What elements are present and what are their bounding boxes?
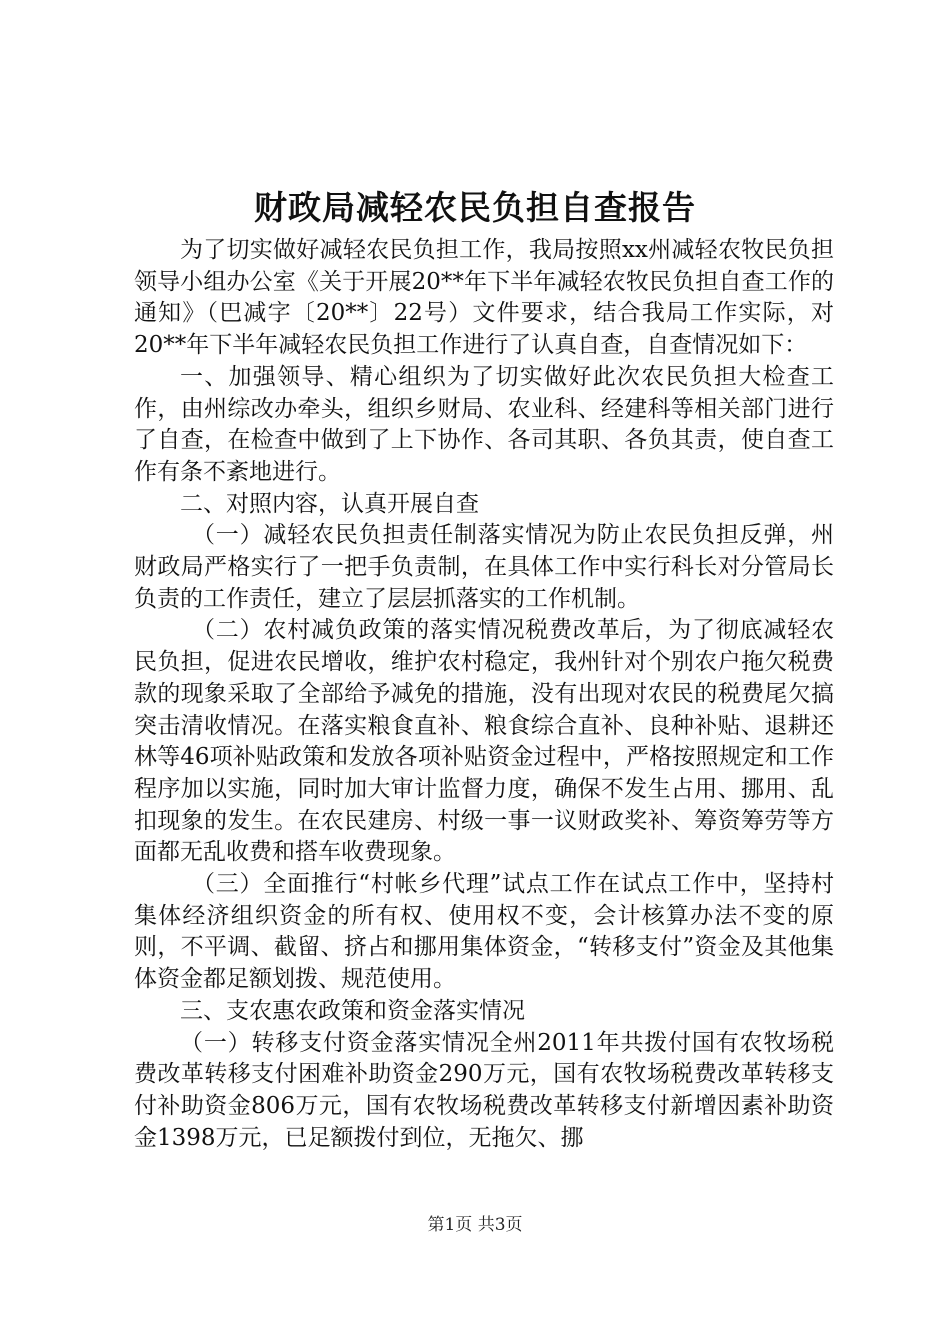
document-body — [134, 235, 834, 1154]
intro-paragraph: 为了切实做好减轻农民负担工作，我局按照xx州减轻农牧民负担领导小组办公室《关于开展20**年下半年减轻农牧民负担自查工作的通知》（巴减字〔20**〕22号）文件要求，结合我局工作实际，对20**年下半年减轻农民负担工作进行了认真自查，自查情况如下： — [134, 237, 834, 359]
section-2-item-2-paragraph: （二）农村减负政策的落实情况税费改革后，为了彻底减轻农民负担，促进农民增收，维护农村稳定，我州针对个别农户拖欠税费款的现象采取了全部给予减免的措施，没有出现对农民的税费尾欠搞突击清收情况。在落实粮食直补、粮食综合直补、良种补贴、退耕还林等46项补贴政策和发放各项补贴资金过程中，严格按照规定和工作程序加以实施，同时加大审计监督力度，确保不发生占用、挪用、乱扣现象的发生。在农民建房、村级一事一议财政奖补、筹资筹劳等方面都无乱收费和搭车收费现象。 — [134, 617, 834, 866]
section-3-heading: 三、支农惠农政策和资金落实情况 — [180, 997, 525, 1024]
page-number-footer: 第1页 共3页 — [427, 1215, 523, 1235]
document-title: 财政局减轻农民负担自查报告 — [254, 188, 696, 227]
section-2-item-1-paragraph: （一）减轻农民负担责任制落实情况为防止农民负担反弹，州财政局严格实行了一把手负责制，在具体工作中实行科长对分管局长负责的工作责任，建立了层层抓落实的工作机制。 — [134, 522, 834, 612]
section-2-item-3-paragraph: （三）全面推行“村帐乡代理”试点工作在试点工作中，坚持村集体经济组织资金的所有权、使用权不变，会计核算办法不变的原则，不平调、截留、挤占和挪用集体资金，“转移支付”资金及其他集体资金都足额划拨、规范使用。 — [134, 871, 834, 993]
section-2-heading: 二、对照内容，认真开展自查 — [180, 490, 479, 517]
section-1-paragraph: 一、加强领导、精心组织为了切实做好此次农民负担大检查工作，由州综改办牵头，组织乡财局、农业科、经建科等相关部门进行了自查，在检查中做到了上下协作、各司其职、各负其责，使自查工作有条不紊地进行。 — [134, 363, 834, 485]
section-3-item-1-paragraph: （一）转移支付资金落实情况全州2011年共拨付国有农牧场税费改革转移支付困难补助资金290万元，国有农牧场税费改革转移支付补助资金806万元，国有农牧场税费改革转移支付新增因素补助资金1398万元，已足额拨付到位，无拖欠、挪 — [134, 1029, 834, 1151]
